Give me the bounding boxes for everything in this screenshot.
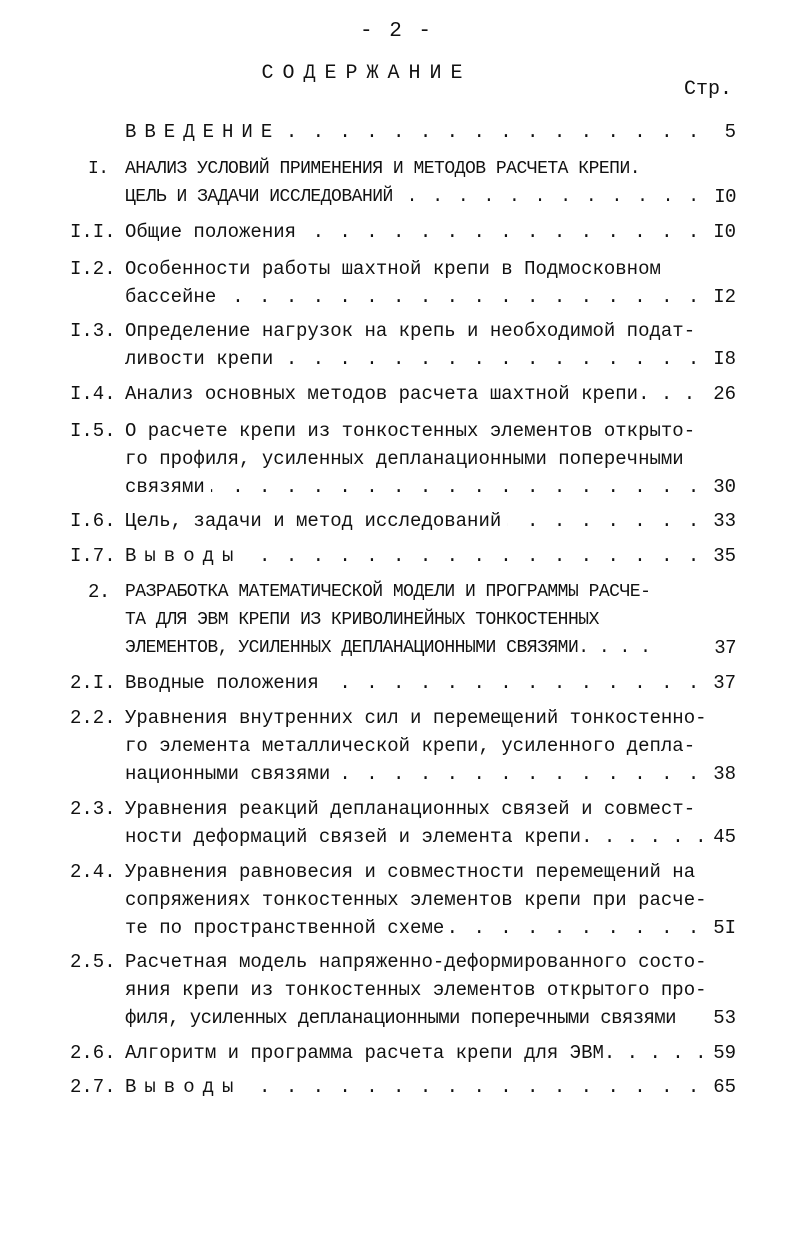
toc-entry-page: I0: [713, 221, 736, 243]
toc-entry-number: I.6.: [70, 510, 116, 532]
toc-entry-number: 2.6.: [70, 1042, 116, 1064]
toc-entry-title-line: Алгоритм и программа расчета крепи для ЭВМ. . . . .: [125, 1042, 707, 1064]
toc-entry-page: 33: [713, 510, 736, 532]
toc-entry-number: I.3.: [70, 320, 116, 342]
toc-entry-title-line: АНАЛИЗ УСЛОВИЙ ПРИМЕНЕНИЯ И МЕТОДОВ РАСЧЕТА КРЕПИ.: [125, 159, 641, 179]
toc-entry-number: I.5.: [70, 420, 116, 442]
toc-entry-title-line: Выводы . . .: [125, 1073, 700, 1101]
toc-entry-title-line: ливости крепи . . .: [125, 345, 700, 373]
toc-entry-title-line: бассейне . . .: [125, 283, 700, 311]
toc-entry-number: 2.2.: [70, 707, 116, 729]
toc-entry-title-line: Вводные положения . . .: [125, 669, 700, 697]
toc-entry-title-line: РАЗРАБОТКА МАТЕМАТИЧЕСКОЙ МОДЕЛИ И ПРОГРАММЫ РАСЧЕ-: [125, 582, 651, 602]
toc-entry-page: I8: [713, 348, 736, 370]
toc-entry-page: 5I: [713, 917, 736, 939]
toc-entry-number: I.4.: [70, 383, 116, 405]
page-title: СОДЕРЖАНИЕ: [261, 62, 472, 85]
toc-entry-title-line: Уравнения равновесия и совместности перемещений на: [125, 861, 696, 883]
toc-entry-title-line: го профиля, усиленных депланационными поперечными: [125, 448, 684, 470]
toc-entry-page: 30: [713, 476, 736, 498]
toc-entry-number: 2.: [88, 581, 110, 603]
toc-entry-page: I0: [714, 186, 736, 208]
toc-entry-page: 37: [714, 637, 736, 659]
toc-entry-title-line: ТА ДЛЯ ЭВМ КРЕПИ ИЗ КРИВОЛИНЕЙНЫХ ТОНКОСТЕННЫХ: [125, 610, 599, 630]
toc-entry-title-line: Общие положения . . .: [125, 218, 700, 246]
toc-entry-number: I.2.: [70, 258, 116, 280]
toc-entry-title-line: Анализ основных методов расчета шахтной крепи. . .: [125, 383, 696, 405]
toc-entry-number: 2.5.: [70, 951, 116, 973]
toc-entry-title-line: Выводы . . .: [125, 542, 700, 570]
toc-entry-page: 53: [713, 1007, 736, 1029]
toc-entry-title-line: национными связями . . .: [125, 760, 700, 788]
toc-entry-page: 26: [713, 383, 736, 405]
toc-entry-number: 2.7.: [70, 1076, 116, 1098]
toc-entry-number: 2.3.: [70, 798, 116, 820]
page-column-header: Стр.: [684, 78, 733, 101]
toc-entry-page: 37: [713, 672, 736, 694]
toc-entry-title-line: филя, усиленных депланационными поперечными связями: [125, 1007, 676, 1029]
toc-entry-title-line: Расчетная модель напряженно-деформированного состо-: [125, 951, 707, 973]
toc-entry-title: ВВЕДЕНИЕ . . .: [125, 118, 700, 146]
toc-entry-page: 35: [713, 545, 736, 567]
toc-entry-page: 59: [713, 1042, 736, 1064]
toc-entry-page: 65: [713, 1076, 736, 1098]
toc-entry-title-line: Особенности работы шахтной крепи в Подмосковном: [125, 258, 661, 280]
toc-entry-title-line: те по пространственной схеме . . .: [125, 914, 700, 942]
page-number: - 2 -: [359, 20, 433, 43]
toc-entry-page: 38: [713, 763, 736, 785]
toc-entry-page: 45: [713, 826, 736, 848]
toc-entry-number: I.7.: [70, 545, 116, 567]
toc-entry-title-line: Уравнения внутренних сил и перемещений тонкостенно-: [125, 707, 707, 729]
toc-entry-title-line: яния крепи из тонкостенных элементов открытого про-: [125, 979, 707, 1001]
toc-entry-page: 5: [724, 121, 736, 143]
toc-entry-number: 2.4.: [70, 861, 116, 883]
toc-entry-title-line: ЦЕЛЬ И ЗАДАЧИ ИССЛЕДОВАНИЙ . . .: [125, 183, 700, 211]
toc-entry-number: 2.I.: [70, 672, 116, 694]
toc-entry-title-line: Определение нагрузок на крепь и необходимой подат-: [125, 320, 696, 342]
toc-entry-title-line: Уравнения реакций депланационных связей и совмест-: [125, 798, 696, 820]
toc-entry-title-line: ЭЛЕМЕНТОВ, УСИЛЕННЫХ ДЕПЛАНАЦИОННЫМИ СВЯЗЯМИ. . . .: [125, 638, 651, 658]
toc-entry-title-line: связями . . .: [125, 473, 700, 501]
toc-entry-title-line: Цель, задачи и метод исследований . . .: [125, 507, 700, 535]
toc-entry-page: I2: [713, 286, 736, 308]
toc-entry-title-line: ности деформаций связей и элемента крепи. . . . . .: [125, 826, 707, 848]
toc-entry-number: I.I.: [70, 221, 116, 243]
toc-entry-number: I.: [88, 159, 109, 179]
toc-entry-title-line: сопряжениях тонкостенных элементов крепи при расче-: [125, 889, 707, 911]
toc-entry-title-line: О расчете крепи из тонкостенных элементов открыто-: [125, 420, 696, 442]
toc-entry-title-line: го элемента металлической крепи, усиленного депла-: [125, 735, 696, 757]
